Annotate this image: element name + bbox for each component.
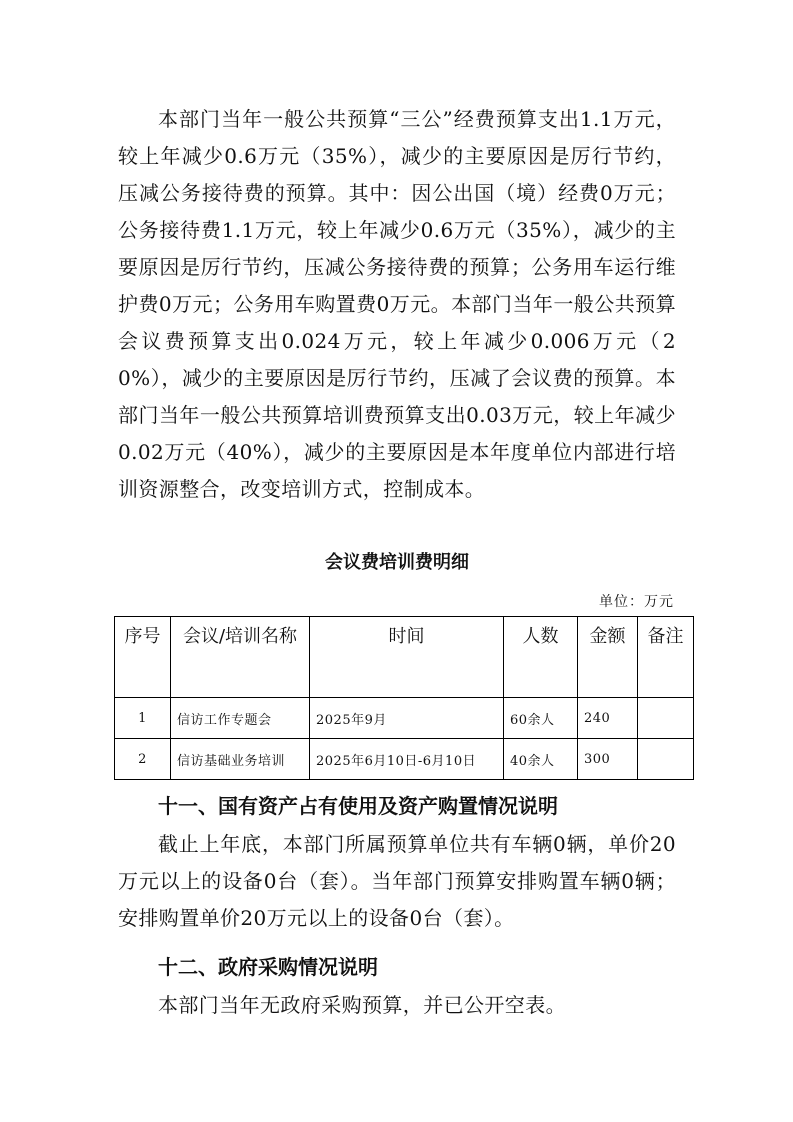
table-header-row — [115, 617, 694, 698]
cell-time: 2025年6月10日-6月10日 — [310, 739, 504, 780]
cell-amount: 240 — [578, 698, 638, 739]
section-11-heading: 十一、国有资产占有使用及资产购置情况说明 — [158, 794, 558, 818]
cell-note — [638, 698, 694, 739]
header-name: 会议/培训名称 — [171, 617, 310, 698]
cell-amount: 300 — [578, 739, 638, 780]
cell-note — [638, 739, 694, 780]
header-note: 备注 — [638, 617, 694, 698]
meeting-training-fee-table — [114, 616, 694, 780]
cell-index: 1 — [115, 698, 171, 739]
table-row — [115, 698, 694, 739]
cell-people: 40余人 — [504, 739, 578, 780]
table-title: 会议费培训费明细 — [325, 552, 469, 573]
header-people: 人数 — [504, 617, 578, 698]
header-time: 时间 — [310, 617, 504, 698]
table-row — [115, 739, 694, 780]
cell-name: 信访基础业务培训 — [171, 739, 310, 780]
three-public-funds-paragraph: 本部门当年一般公共预算“三公”经费预算支出1.1万元，较上年减少0.6万元（35%），减少的主要原因是厉行节约，压减公务接待费的预算。其中：因公出国（境）经费0万元；公务接待费1.1万元，较上年减少0.6万元（35%），减少的主要原因是厉行节约，压减公务接待费的预算；公务用车运行维护费0万元；公务用车购置费0万元。本部门当年一般公共预算会议费预算支出0.024万元，较上年减少0.006万元（20%），减少的主要原因是厉行节约，压减了会议费的预算。本部门当年一般公共预算培训费预算支出0.03万元，较上年减少0.02万元（40%），减少的主要原因是本年度单位内部进行培训资源整合，改变培训方式，控制成本。 — [118, 107, 676, 501]
cell-name: 信访工作专题会 — [171, 698, 310, 739]
section-12-heading: 十二、政府采购情况说明 — [158, 955, 378, 979]
table-unit-label: 单位：万元 — [599, 594, 674, 610]
cell-people: 60余人 — [504, 698, 578, 739]
cell-time: 2025年9月 — [310, 698, 504, 739]
header-amount: 金额 — [578, 617, 638, 698]
header-index: 序号 — [115, 617, 171, 698]
section-11-body: 截止上年底，本部门所属预算单位共有车辆0辆，单价20万元以上的设备0台（套）。当年部门预算安排购置车辆0辆；安排购置单价20万元以上的设备0台（套）。 — [118, 832, 676, 930]
cell-index: 2 — [115, 739, 171, 780]
section-12-body: 本部门当年无政府采购预算，并已公开空表。 — [158, 993, 566, 1017]
